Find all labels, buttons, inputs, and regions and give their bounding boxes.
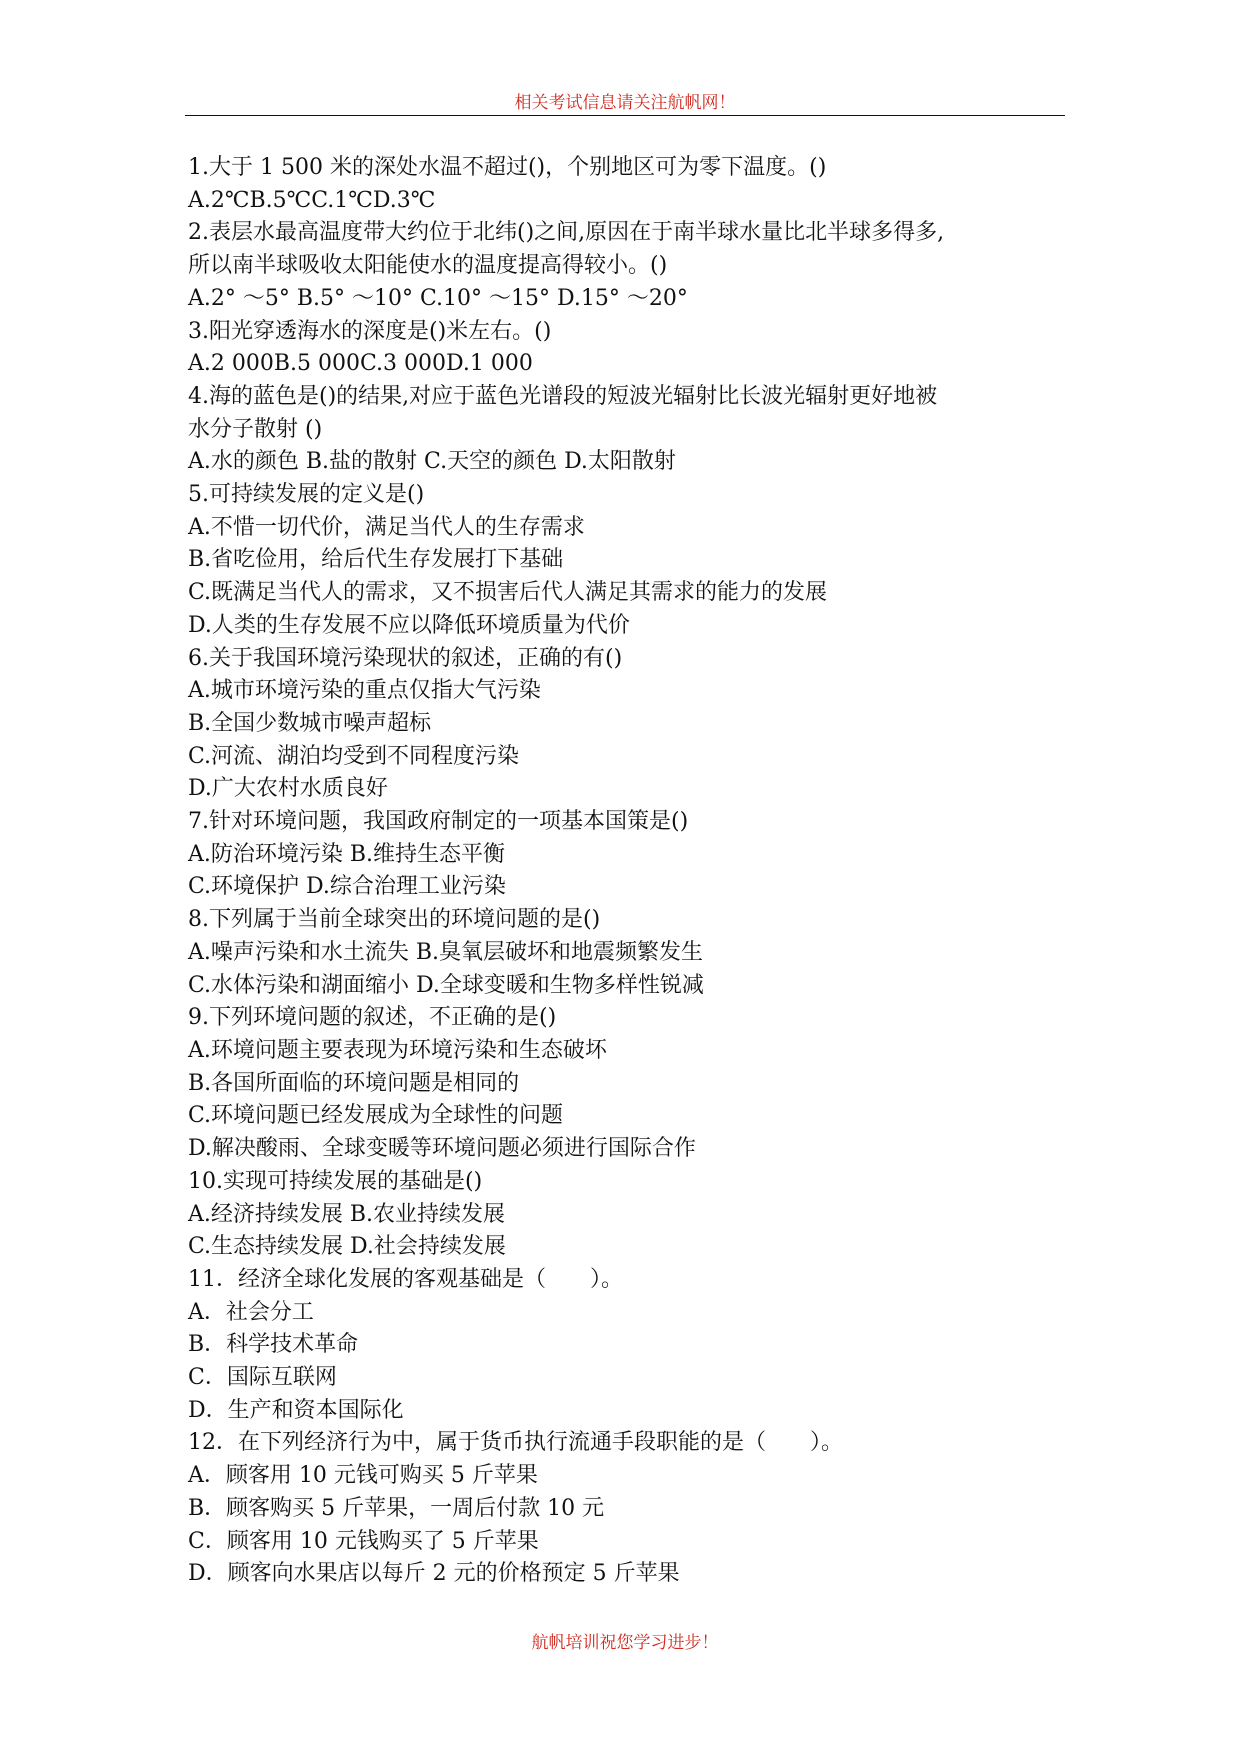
text-line: C.环境保护 D.综合治理工业污染: [188, 874, 506, 900]
text-line: A.城市环境污染的重点仅指大气污染: [188, 678, 541, 704]
text-line: A.噪声污染和水土流失 B.臭氧层破坏和地震频繁发生: [188, 939, 704, 965]
text-line: 所以南半球吸收太阳能使水的温度提高得较小。(): [188, 253, 668, 279]
text-line: B.各国所面临的环境问题是相同的: [188, 1070, 520, 1096]
text-line: 9.下列环境问题的叙述，不正确的是(): [188, 1005, 557, 1031]
text-line: B．顾客购买 5 斤苹果，一周后付款 10 元: [188, 1495, 605, 1521]
text-line: A.2℃B.5℃C.1℃D.3℃: [188, 187, 436, 213]
text-line: 2.表层水最高温度带大约位于北纬()之间,原因在于南半球水量比北半球多得多,: [188, 220, 945, 246]
text-line: 12．在下列经济行为中，属于货币执行流通手段职能的是（ ）。: [188, 1430, 843, 1456]
text-line: C.生态持续发展 D.社会持续发展: [188, 1234, 506, 1260]
text-line: A．顾客用 10 元钱可购买 5 斤苹果: [188, 1463, 538, 1489]
text-line: A.环境问题主要表现为环境污染和生态破坏: [188, 1037, 607, 1063]
text-line: 3.阳光穿透海水的深度是()米左右。(): [188, 318, 552, 344]
text-line: 水分子散射 (): [188, 416, 323, 442]
text-line: D．顾客向水果店以每斤 2 元的价格预定 5 斤苹果: [188, 1561, 680, 1587]
text-line: 4.海的蓝色是()的结果,对应于蓝色光谱段的短波光辐射比长波光辐射更好地被: [188, 383, 938, 409]
header-divider: [185, 115, 1065, 116]
text-line: C.既满足当代人的需求，又不损害后代人满足其需求的能力的发展: [188, 580, 828, 606]
question-list: [188, 152, 1068, 1591]
text-line: A.2 000B.5 000C.3 000D.1 000: [188, 351, 533, 377]
text-line: 5.可持续发展的定义是(): [188, 482, 425, 508]
text-line: 6.关于我国环境污染现状的叙述，正确的有(): [188, 645, 623, 671]
text-line: C．国际互联网: [188, 1365, 337, 1391]
text-line: 10.实现可持续发展的基础是(): [188, 1168, 483, 1194]
text-line: A.水的颜色 B.盐的散射 C.天空的颜色 D.太阳散射: [188, 449, 676, 475]
text-line: C．顾客用 10 元钱购买了 5 斤苹果: [188, 1528, 539, 1554]
text-line: D.广大农村水质良好: [188, 776, 388, 802]
text-line: 11．经济全球化发展的客观基础是（ ）。: [188, 1266, 623, 1292]
text-line: B．科学技术革命: [188, 1332, 359, 1358]
text-line: D．生产和资本国际化: [188, 1397, 404, 1423]
text-line: A.2° ～5° B.5° ～10° C.10° ～15° D.15° ～20°: [188, 285, 688, 311]
page-footer: 航帆培训祝您学习进步！: [531, 1633, 719, 1653]
text-line: C.环境问题已经发展成为全球性的问题: [188, 1103, 564, 1129]
text-line: 7.针对环境问题，我国政府制定的一项基本国策是(): [188, 809, 689, 835]
text-line: 8.下列属于当前全球突出的环境问题的是(): [188, 907, 601, 933]
text-line: A．社会分工: [188, 1299, 314, 1325]
text-line: A.防治环境污染 B.维持生态平衡: [188, 841, 506, 867]
text-line: A.不惜一切代价，满足当代人的生存需求: [188, 514, 585, 540]
text-line: B.省吃俭用，给后代生存发展打下基础: [188, 547, 564, 573]
text-line: A.经济持续发展 B.农业持续发展: [188, 1201, 506, 1227]
text-line: C.河流、湖泊均受到不同程度污染: [188, 743, 520, 769]
text-line: 1.大于 1 500 米的深处水温不超过()，个别地区可为零下温度。(): [188, 155, 827, 180]
text-line: C.水体污染和湖面缩小 D.全球变暖和生物多样性锐减: [188, 972, 704, 998]
text-line: B.全国少数城市噪声超标: [188, 710, 432, 736]
page-header: 相关考试信息请关注航帆网！: [514, 93, 736, 113]
text-line: D.解决酸雨、全球变暖等环境问题必须进行国际合作: [188, 1136, 696, 1162]
text-line: D.人类的生存发展不应以降低环境质量为代价: [188, 612, 630, 638]
